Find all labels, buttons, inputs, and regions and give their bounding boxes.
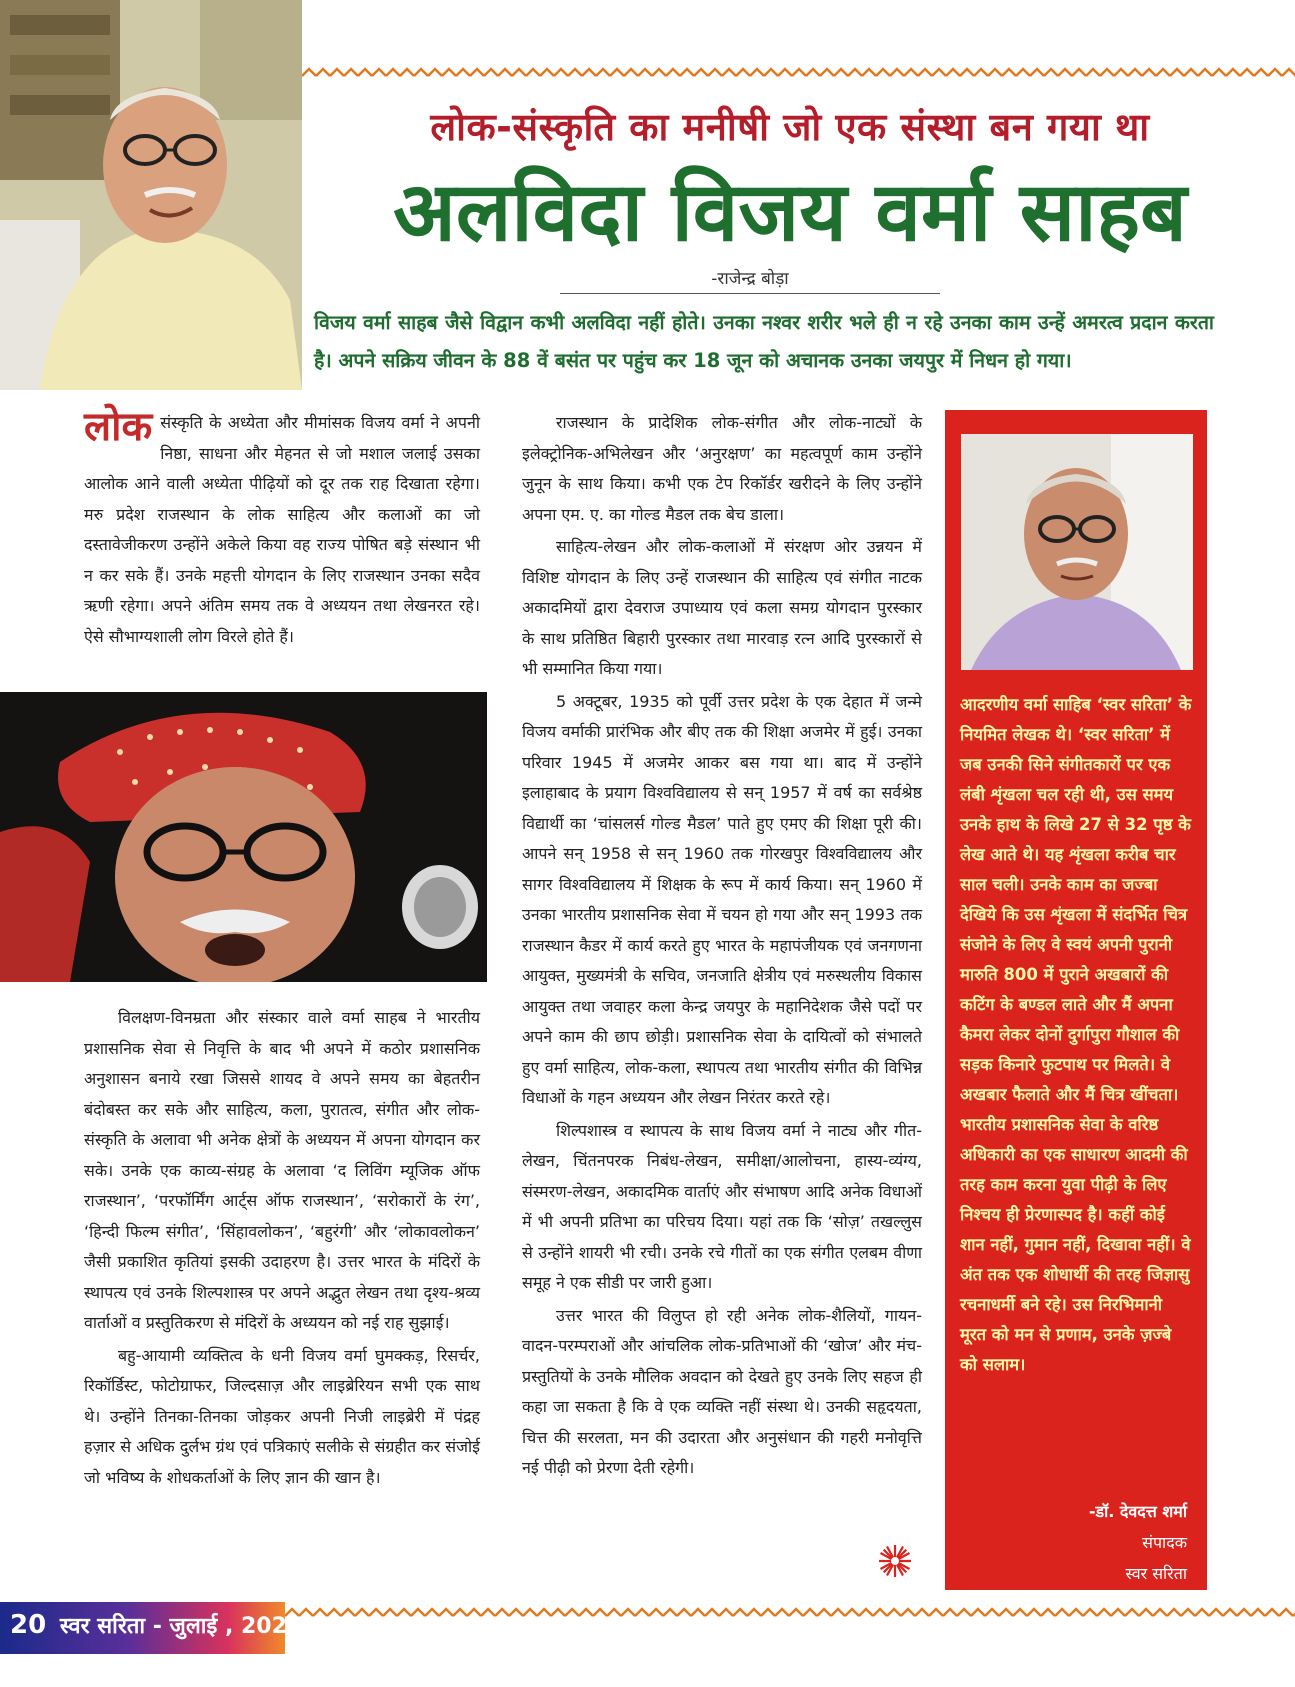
column-1-top: [84, 404, 480, 652]
portrait-photo-sidebar: [961, 434, 1193, 670]
paragraph: शिल्पशास्त्र व स्थापत्य के साथ विजय वर्मा ने नाट्य और गीत-लेखन, चिंतनपरक निबंध-लेखन, समीक्षा/आलोचना, हास्य-व्यंग्य, संस्मरण-लेखन, अकादमिक वार्ताएं और संभाषण आदि अनेक विधाओं में भी अपनी प्रतिभा का परिचय दिया। यहां तक कि ‘सोज़’ तखल्लुस से उन्होंने शायरी भी रची। उनके रचे गीतों का एक संगीत एलबम वीणा समूह ने एक सीडी पर जारी हुआ।: [522, 1120, 922, 1292]
opening-paragraph: संस्कृति के अध्येता और मीमांसक विजय वर्मा ने अपनी निष्ठा, साधना और मेहनत से जो मशाल जलाई उसका आलोक आने वाली अध्येता पीढ़ियों को दूर तक राह दिखाता रहेगा। मरु प्रदेश राजस्थान के लोक साहित्य और कलाओं का जो दस्तावेजीकरण उन्होंने अकेले किया वह राज्य पोषित बड़े संस्थान भी न कर सके हैं। उनके महत्ती योगदान के लिए राजस्थान उनका सदैव ऋणी रहेगा। अपने अंतिम समय तक वे अध्ययन तथा लेखनरत रहे। ऐसे सौभाग्यशाली लोग विरले होते हैं।: [84, 413, 480, 646]
portrait-photo-top: [0, 0, 302, 390]
portrait-photo-turban: [0, 692, 487, 982]
paragraph: बहु-आयामी व्यक्तित्व के धनी विजय वर्मा घुमक्कड़, रिसर्चर, रिकॉर्डिस्ट, फोटोग्राफर, जिल्दसाज़ और लाइब्रेरियन सभी एक साथ थे। उन्होंने तिनका-तिनका जोड़कर अपनी निजी लाइब्रेरी में पंद्रह हज़ार से अधिक दुर्लभ ग्रंथ एवं पत्रिकाएं सलीके से संग्रहीत कर संजोई जो भविष्य के शोधकर्ताओं के लिए ज्ञान की खान है।: [84, 1345, 480, 1487]
paragraph: 5 अक्टूबर, 1935 को पूर्वी उत्तर प्रदेश के एक देहात में जन्मे विजय वर्माकी प्रारंभिक और बीए तक की शिक्षा अजमेर में हुई। उनका परिवार 1945 में अजमेर आकर बस गया था। बाद में उन्होंने इलाहाबाद के प्रयाग विश्वविद्यालय से सन् 1957 में वर्ष का सर्वश्रेष्ठ विद्यार्थी का ‘चांसलर्स गोल्ड मैडल’ पाते हुए एमए की शिक्षा पूरी की। आपने सन् 1958 से सन् 1960 तक गोरखपुर विश्वविद्यालय और सागर विश्वविद्यालय में शिक्षक के रूप में कार्य किया। सन् 1960 में उनका भारतीय प्रशासनिक सेवा में चयन हो गया और सन् 1993 तक राजस्थान कैडर में कार्य करते हुए भारत के महापंजीयक एवं जनगणना आयुक्त, मुख्यमंत्री के सचिव, जनजाति क्षेत्रीय एवं मरुस्थलीय विकास आयुक्त तथा जवाहर कला केन्द्र जयपुर के महानिदेशक जैसे पदों पर अपने काम की छाप छोड़ी। प्रशासनिक सेवा के दायित्वों को संभालते हुए वर्मा साहित्य, लोक-कला, स्थापत्य तथा भारतीय संगीत की विभिन्न विधाओं के गहन अध्ययन और लेखन निरंतर करते रहे।: [522, 691, 922, 1107]
column-1-bottom: [84, 1003, 480, 1493]
paragraph: साहित्य-लेखन और लोक-कलाओं में संरक्षण ओर उन्नयन में विशिष्ट योगदान के लिए उन्हें राजस्थान की साहित्य एवं संगीत नाटक अकादमियों द्वारा देवराज उपाध्याय एवं कला समग्र योगदान पुरस्कार के साथ प्रतिष्ठित बिहारी पुरस्कार तथा मारवाड़ रत्न आदि पुरस्कारों से भी सम्मानित किया गया।: [522, 537, 922, 678]
paragraph: राजस्थान के प्रादेशिक लोक-संगीत और लोक-नाट्यों के इलेक्ट्रोनिक-अभिलेखन और ‘अनुरक्षण’ का महत्वपूर्ण काम उन्होंने जुनून के साथ किया। कभी एक टेप रिकॉर्डर खरीदने के लिए उन्होंने अपना एम. ए. का गोल्ड मैडल तक बेच डाला।: [522, 413, 922, 524]
dropcap: लोक: [84, 404, 153, 450]
paragraph: उत्तर भारत की विलुप्त हो रही अनेक लोक-शैलियों, गायन-वादन-परम्पराओं और आंचलिक लोक-प्रतिभाओं की ‘खोज’ और मंच-प्रस्तुतियों के उनके मौलिक अवदान को देखते हुए उनके लिए सहज ही कहा जा सकता है कि वे एक व्यक्ति नहीं संस्था थे। उनकी सहृदयता, चित्त की सरलता, मन की उदारता और अनुसंधान की गहरी मनोवृत्ति नई पीढ़ी को प्रेरणा देती रहेगी।: [522, 1305, 922, 1477]
editor-role: संपादक: [1142, 1533, 1187, 1552]
sidebar-text: आदरणीय वर्मा साहिब ‘स्वर सरिता’ के नियमित लेखक थे। ‘स्वर सरिता’ में जब उनकी सिने संगीतकारों पर एक लंबी शृंखला चल रही थी, उस समय उनके हाथ के लिखे 27 से 32 पृष्ठ के लेख आते थे। यह शृंखला करीब चार साल चली। उनके काम का जज्बा देखिये कि उस शृंखला में संदर्भित चित्र संजोने के लिए वे स्वयं अपनी पुरानी मारुति 800 में पुराने अखबारों की कटिंग के बण्डल लाते और मैं अपना कैमरा लेकर दोनों दुर्गापुरा गौशाल की सड़क किनारे फुटपाथ पर मिलते। वे अखबार फैलाते और मैं चित्र खींचता। भारतीय प्रशासनिक सेवा के वरिष्ठ अधिकारी का एक साधारण आदमी की तरह काम करना युवा पीढ़ी के लिए निश्चय ही प्रेरणास्पद है। कहीं कोई शान नहीं, गुमान नहीं, दिखावा नहीं। वे अंत तक एक शोधार्थी की तरह जिज्ञासु रचनाधर्मी बने रहे। उस निरभिमानी मूरत को मन से प्रणाम, उनके ज़ज्बे को सलाम।: [960, 695, 1192, 1374]
column-2: [522, 408, 922, 1484]
decorative-border-bottom: [285, 1606, 1295, 1620]
byline: -राजेन्द्र बोड़ा: [560, 266, 940, 294]
kicker-title: लोक-संस्कृति का मनीषी जो एक संस्था बन गया था: [430, 105, 1150, 149]
footer-label: स्वर सरिता - जुलाई , 2024: [59, 1614, 303, 1639]
page-number: 20: [10, 1610, 47, 1640]
editor-signature: -डॉ. देवदत्त शर्मा: [1088, 1502, 1187, 1521]
sunburst-ornament-icon: [877, 1543, 913, 1579]
intro-paragraph: विजय वर्मा साहब जैसे विद्वान कभी अलविदा नहीं होते। उनका नश्वर शरीर भले ही न रहे उनका काम उन्हें अमरत्व प्रदान करता है। अपने सक्रिय जीवन के 88 वें बसंत पर पहुंच कर 18 जून को अचानक उनका जयपुर में निधन हो गया।: [314, 311, 1214, 372]
paragraph: विलक्षण-विनम्रता और संस्कार वाले वर्मा साहब ने भारतीय प्रशासनिक सेवा से निवृत्ति के बाद भी अपने में कठोर प्रशासनिक अनुशासन बनाये रखा जिससे शायद वे अपने समय का बेहतरीन बंदोबस्त कर सके और साहित्य, कला, पुरातत्व, संगीत और लोक-संस्कृति के अलावा भी अनेक क्षेत्रों के अध्ययन में अपना योगदान कर सके। उनके एक काव्य-संग्रह के अलावा ‘द लिविंग म्यूजिक ऑफ राजस्थान’, ‘परफॉर्मिंग आर्ट्स ऑफ राजस्थान’, ‘सरोकारों के रंग’, ‘हिन्दी फिल्म संगीत’, ‘सिंहावलोकन’, ‘बहुरंगी’ और ‘लोकावलोकन’ जैसी प्रकाशित कृतियां इसकी उदाहरण है। उत्तर भारत के मंदिरों के स्थापत्य एवं उनके शिल्पशास्त्र पर अपने अद्भुत लेखन तथा दृश्य-श्रव्य वार्ताओं व प्रस्तुतिकरण से मंदिरों के अध्ययन को नई राह सुझाई।: [84, 1008, 480, 1332]
editor-organization: स्वर सरिता: [1125, 1564, 1187, 1583]
headline: अलविदा विजय वर्मा साहब: [393, 165, 1187, 260]
footer: [10, 1610, 302, 1640]
decorative-border-top: [302, 66, 1295, 80]
